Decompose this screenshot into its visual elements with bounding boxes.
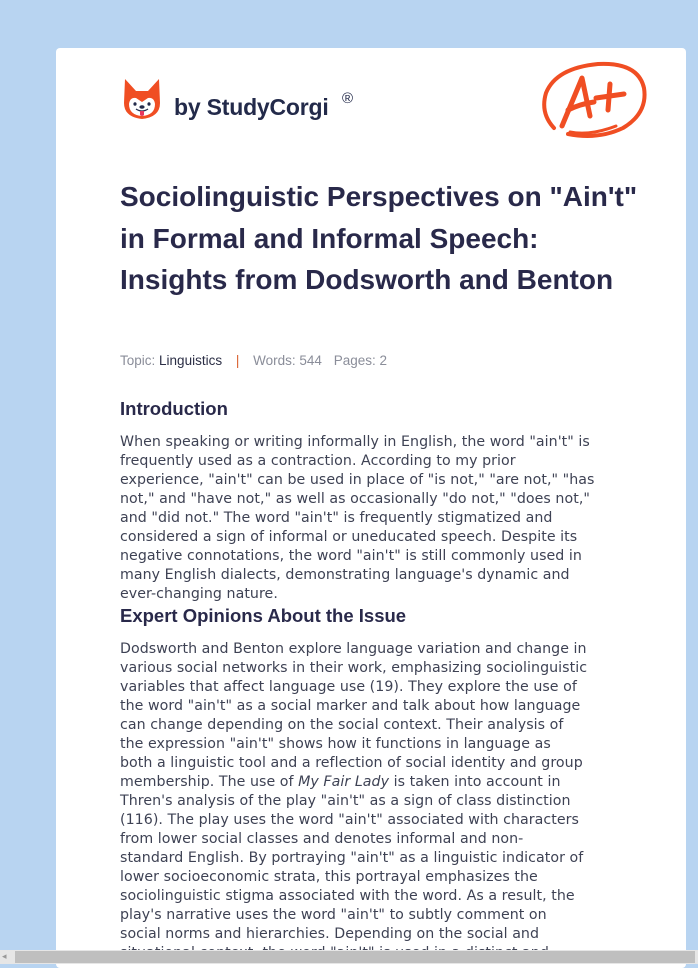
brand-name[interactable]: by StudyCorgi <box>174 94 329 120</box>
expert-opinions-paragraph: Dodsworth and Benton explore language variation and change in various social networks in their work, emphasizing sociolinguistic variables that affect language use (19). They explore the use of the word "ain't" as a social marker and talk about how language can change depending on the social context. Their analysis of the expression "ain't" shows how it functions in language as both a linguistic tool and a reflection of social identity and group membership. The use of My Fair Lady is taken into account in Thren's analysis of the play "ain't" as a sign of class distinction (116). The play uses the word "ain't" associated with characters from lower social classes and denotes informal and non- standard English. By portraying "ain't" as a linguistic indicator of lower socioeconomic strata, this portrayal emphasizes the sociolinguistic stigma associated with the word. As a result, the play's narrative uses the word "ain't" to subtly comment on social norms and hierarchies. Depending on the social and <box>120 641 588 942</box>
introduction-paragraph: When speaking or writing informally in English, the word "ain't" is frequently used as a contraction. According to my prior experience, "ain't" can be used in place of "is not," "are not," "has not," and "have not," as well as occasionally "do not," "does not," and "did not." The word "ain't" is frequently stigmatized and considered a sign of informal or uneducated speech. Despite its negative connotations, the word "ain't" is still commonly used in many English dialects, demonstrating language's dynamic and ever-changing nature. <box>120 434 595 602</box>
meta-separator: | <box>235 353 240 368</box>
a-plus-grade-icon <box>538 58 648 146</box>
corgi-logo-icon[interactable] <box>122 76 162 122</box>
scroll-left-arrow-icon[interactable]: ◂ <box>2 952 7 962</box>
topic-label: Topic: <box>120 353 156 368</box>
scrollbar-thumb[interactable] <box>15 951 695 963</box>
article-meta <box>120 353 387 368</box>
horizontal-scrollbar[interactable] <box>0 950 698 964</box>
page-title: Sociolinguistic Perspectives on "Ain't" in Formal and Informal Speech: Insights from Dodsworth and Benton <box>120 181 638 295</box>
document-card <box>56 48 686 968</box>
page-count: Pages: 2 <box>333 353 387 368</box>
section-heading-introduction: Introduction <box>120 398 228 419</box>
word-count: Words: 544 <box>253 353 322 368</box>
section-heading-expert-opinions: Expert Opinions About the Issue <box>120 605 407 626</box>
topic-link[interactable]: Linguistics <box>159 353 223 368</box>
registered-mark: ® <box>342 90 354 107</box>
italic-play-title: My Fair Lady <box>298 774 390 790</box>
